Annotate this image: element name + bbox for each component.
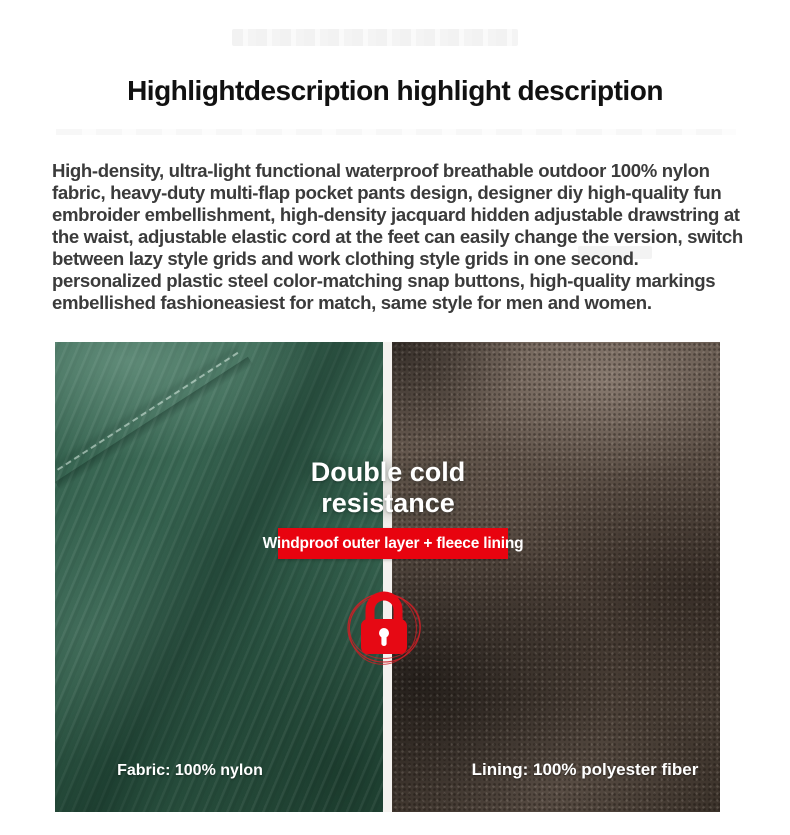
lining-label: Lining: 100% polyester fiber (471, 760, 699, 779)
lock-icon (329, 573, 439, 683)
faded-watermark-paragraph (56, 129, 736, 135)
fabric-seam-stitching (57, 352, 238, 471)
feature-headline: Double cold resistance (310, 457, 466, 518)
feature-banner (262, 528, 524, 559)
feature-image (55, 342, 720, 812)
page-title: Highlightdescription highlight description (127, 74, 663, 106)
feature-banner-label: Windproof outer layer + fleece lining (262, 534, 524, 552)
fabric-label: Fabric: 100% nylon (117, 762, 263, 779)
product-description: High-density, ultra-light functional waterproof breathable outdoor 100% nylon fabric, heavy-duty multi-flap pocket pants design, designer diy high-quality fun embroider embellishment, high-density jacquard hidden adjustable drawstring at the waist, adjustable elastic cord at the feet can easily change the version, switch between lazy style grids and work clothing style grids in one second. personalized plastic steel color-matching snap buttons, high-quality markings embellished fashioneasiest for match, same style for men and women. (52, 159, 743, 314)
faded-watermark-top (232, 29, 518, 46)
lining-panel-fleece (392, 342, 720, 812)
fabric-seam-shadow (55, 357, 253, 491)
